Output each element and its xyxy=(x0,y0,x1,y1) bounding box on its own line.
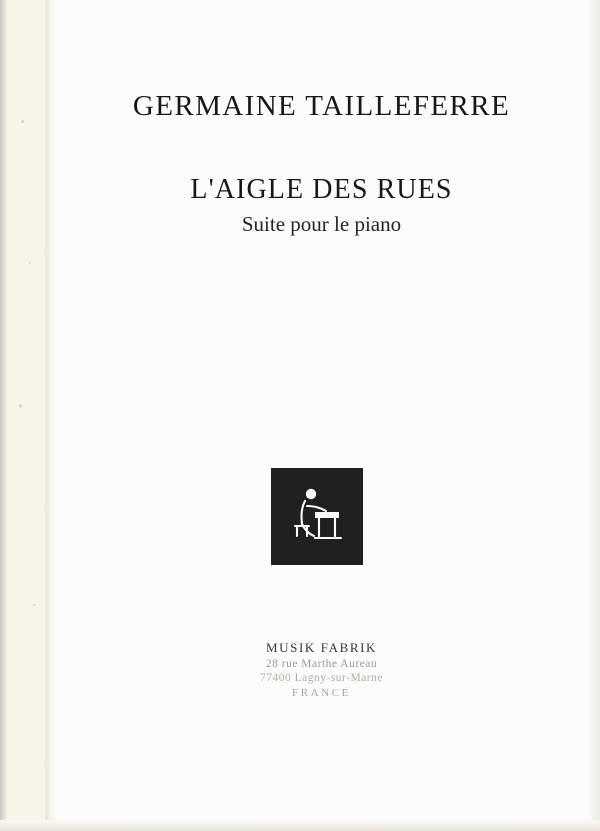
publisher-logo-block xyxy=(271,468,363,565)
publisher-address-line-2: 77400 Lagny-sur-Marne xyxy=(259,672,383,684)
publisher-imprint xyxy=(55,640,588,699)
publisher-country: FRANCE xyxy=(292,687,351,699)
page-title: L'AIGLE DES RUES xyxy=(190,174,453,205)
page-bottom-edge xyxy=(0,820,600,831)
scan-speck xyxy=(29,262,31,264)
scan-left-edge xyxy=(0,0,7,831)
scan-speck xyxy=(33,604,35,606)
scan-speck xyxy=(19,404,22,408)
page-right-edge xyxy=(588,0,600,831)
publisher-address-line-1: 28 rue Marthe Aureau xyxy=(265,658,378,670)
scan-gutter-shadow xyxy=(45,0,55,831)
seated-figure-at-piano-logo-icon xyxy=(271,468,363,565)
subtitle: Suite pour le piano xyxy=(241,212,402,236)
scan-speck xyxy=(21,120,24,123)
composer-name: GERMAINE TAILLEFERRE xyxy=(132,90,511,122)
publisher-name: MUSIK FABRIK xyxy=(265,640,378,655)
scan-gutter-strip xyxy=(7,0,45,831)
